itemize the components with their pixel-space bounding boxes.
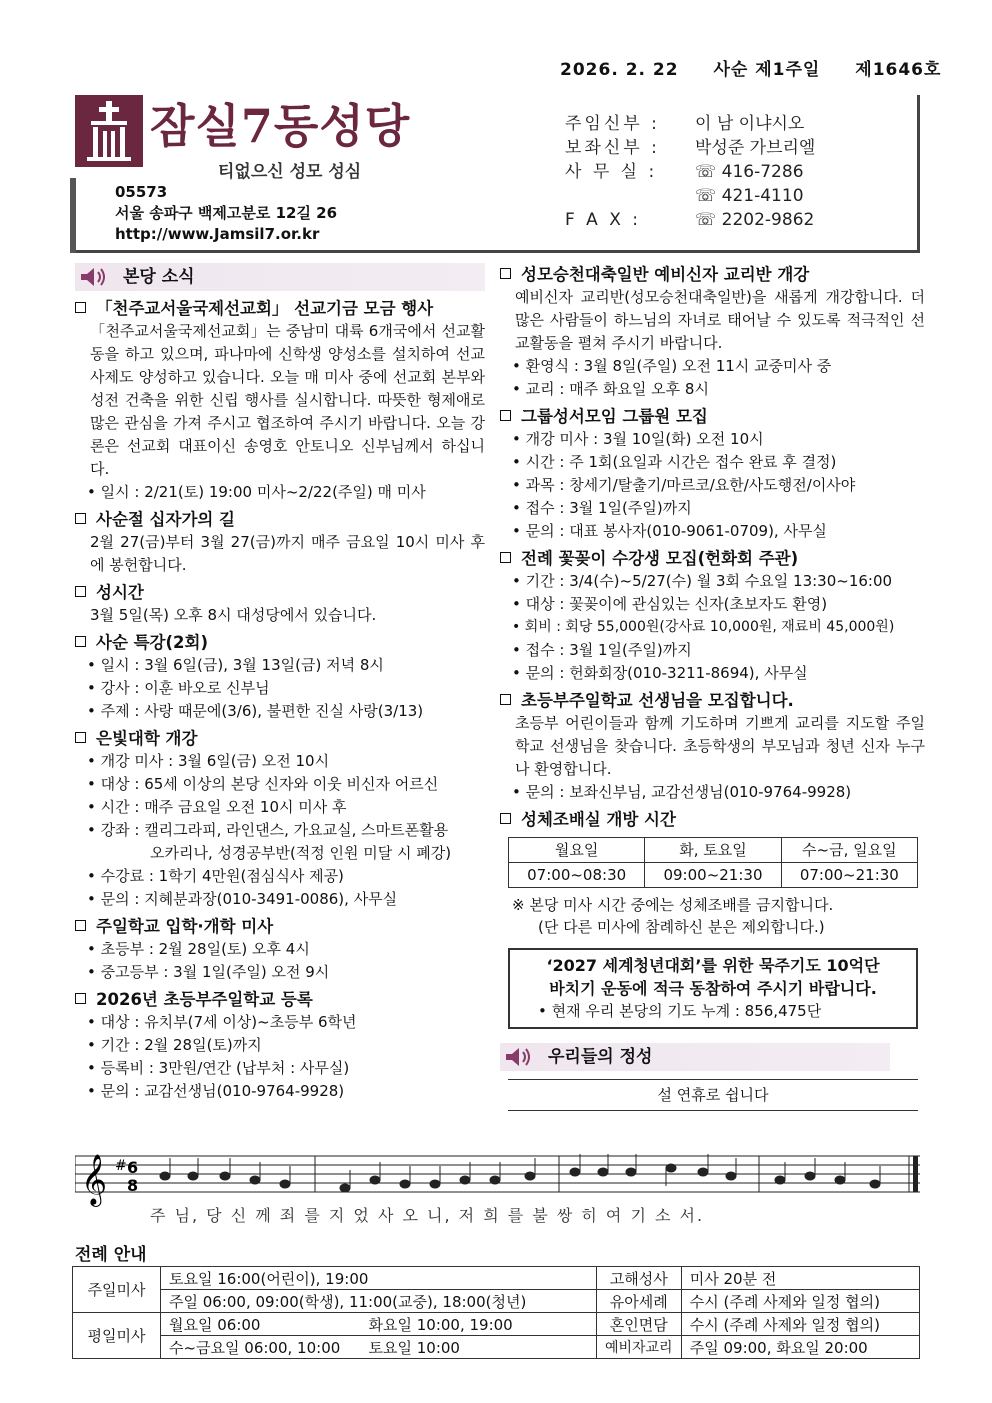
table-cell: 주일 06:00, 09:00(학생), 11:00(교중), 18:00(청년): [161, 1290, 597, 1313]
heading-cross: [75, 508, 485, 531]
heading-text: 은빛대학 개강: [96, 729, 198, 748]
heading-text: 주일학교 입학·개학 미사: [96, 917, 274, 936]
weekday-mass-label: 평일미사: [73, 1313, 161, 1359]
svg-text:#: #: [115, 1158, 127, 1174]
checkbox-icon: [75, 302, 86, 313]
heading-holy-hour: [75, 581, 485, 604]
holy-hour-body: 3월 5일(목) 오후 8시 대성당에서 있습니다.: [90, 606, 377, 624]
checkbox-icon: [75, 586, 86, 597]
time-signature-bottom: 8: [127, 1176, 139, 1195]
table-row: [73, 1313, 920, 1336]
table-cell: 미사 20분 전: [681, 1267, 919, 1290]
campaign-line: 바치기 운동에 적극 동참하여 주시기 바랍니다.: [549, 979, 877, 998]
campaign-count: • 현재 우리 본당의 기도 누계 : 856,475단: [538, 1002, 822, 1020]
catechumen-body: 예비신자 교리반(성모승천대축일반)을 새롭게 개강합니다. 더 많은 사람들이 하느님의 자녀로 태어날 수 있도록 적극적인 선교활동을 펼쳐 주시기 바랍니다.: [515, 288, 925, 352]
checkbox-icon: [75, 993, 86, 1004]
staff-value: 박성준 가브리엘: [695, 138, 816, 158]
list-item: • 기간 : 2월 28일(토)까지: [75, 1034, 485, 1057]
list-item: • 강사 : 이훈 바오로 신부님: [75, 677, 485, 700]
staff-svg: [75, 1148, 920, 1208]
heading-mission: [75, 297, 485, 320]
list-item: • 교리 : 매주 화요일 오후 8시: [500, 378, 925, 401]
teacher-body: 초등부 어린이들과 함께 기도하며 기쁘게 교리를 지도할 주일학교 선생님을 찾습니다. 초등학생의 부모님과 청년 신자 누구나 환영합니다.: [515, 714, 925, 778]
list-item: • 대상 : 유치부(7세 이상)~초등부 6학년: [75, 1011, 485, 1034]
staff-row: [565, 112, 815, 136]
heading-text: 성모승천대축일반 예비신자 교리반 개강: [521, 265, 810, 284]
list-item: • 대상 : 꽃꽂이에 관심있는 신자(초보자도 환영): [500, 593, 925, 616]
speaker-icon: [504, 1046, 534, 1068]
list-item: • 수강료 : 1학기 4만원(점심식사 제공): [75, 865, 485, 888]
table-cell: 토요일 16:00(어린이), 19:00: [161, 1267, 597, 1290]
issue-line: [560, 55, 969, 80]
list-item: • 문의 : 대표 봉사자(010-9061-0709), 사무실: [500, 520, 925, 543]
checkbox-icon: [75, 920, 86, 931]
list-item: • 시간 : 주 1회(요일과 시간은 접수 완료 후 결정): [500, 451, 925, 474]
liturgy-table: [72, 1266, 920, 1359]
sunday-mass-label: 주일미사: [73, 1267, 161, 1313]
list-item: • 대상 : 65세 이상의 본당 신자와 이웃 비신자 어르신: [75, 773, 485, 796]
list-item-continued: 오카리나, 성경공부반(적정 인원 미달 시 폐강): [150, 844, 452, 862]
checkbox-icon: [500, 552, 511, 563]
cross-body: 2월 27(금)부터 3월 27(금)까지 매주 금요일 10시 미사 후에 봉헌합니다.: [90, 533, 485, 574]
hymn-lyrics: 주 님, 당 신 께 죄 를 지 었 사 오 니, 저 희 를 불 쌍 히 여 기 소 서.: [150, 1206, 705, 1225]
table-cell: 07:00~08:30: [509, 863, 645, 888]
checkbox-icon: [500, 268, 511, 279]
zip-code: 05573: [115, 183, 168, 201]
table-cell: 혼인면담: [596, 1313, 681, 1336]
table-cell: 수~금요일 06:00, 10:00: [161, 1336, 361, 1359]
speaker-icon: [79, 266, 109, 288]
section-offering: [500, 1043, 890, 1071]
checkbox-icon: [500, 694, 511, 705]
table-cell: 주일 09:00, 화요일 20:00: [681, 1336, 919, 1359]
table-row: [509, 863, 918, 888]
liturgy-title: 전례 안내: [75, 1245, 147, 1265]
staff-value: ☏ 421-4110: [695, 186, 804, 206]
heading-silver: [75, 727, 485, 750]
table-cell: 유아세례: [596, 1290, 681, 1313]
list-item: • 강좌 : 캘리그라피, 라인댄스, 가요교실, 스마트폰활용: [75, 819, 485, 842]
list-item: • 일시 : 3월 6일(금), 3월 13일(금) 저녁 8시: [75, 654, 485, 677]
checkbox-icon: [500, 813, 511, 824]
table-cell: 월요일 06:00: [161, 1313, 361, 1336]
list-item: • 일시 : 2/21(토) 19:00 미사~2/22(주일) 매 미사: [75, 481, 485, 504]
checkbox-icon: [75, 636, 86, 647]
heading-text: 사순 특강(2회): [96, 633, 209, 652]
list-item: • 회비 : 회당 55,000원(강사료 10,000원, 재료비 45,000원): [500, 616, 925, 639]
table-row: [509, 838, 918, 863]
list-item: • 과목 : 창세기/탈출기/마르코/요한/사도행전/이사야: [500, 474, 925, 497]
heading-text: 그룹성서모임 그룹원 모집: [521, 407, 708, 426]
table-header: 화, 토요일: [645, 838, 781, 863]
staff-row: [565, 208, 815, 232]
staff-key: 보좌신부 :: [565, 138, 660, 158]
church-name: 잠실7동성당: [150, 99, 411, 153]
list-item: • 등록비 : 3만원/연간 (납부처 : 사무실): [75, 1057, 485, 1080]
table-row: [73, 1336, 920, 1359]
street-address: 서울 송파구 백제고분로 12길 26: [115, 204, 338, 222]
list-item: • 주제 : 사랑 때문에(3/6), 불편한 진실 사랑(3/13): [75, 700, 485, 723]
checkbox-icon: [75, 513, 86, 524]
issue-date: 2026. 2. 22: [560, 60, 679, 80]
mission-body: 「천주교서울국제선교회」는 중남미 대륙 6개국에서 선교활동을 하고 있으며, 파나마에 신학생 양성소를 설치하여 선교사제도 양성하고 있습니다. 오늘 매 미사 중에 선교회 본부와 성전 건축을 위한 신립 행사를 실시합니다. 따뜻한 형제애로 많은 관심을 가져 주시고 협조하여 주시기 바랍니다. 오늘 강론은 선교회 대표이신 송영호 안토니오 신부님께서 하십니다.: [90, 322, 485, 478]
offering-text: 설 연휴로 쉽니다: [508, 1079, 918, 1111]
heading-text: 사순절 십자가의 길: [96, 510, 236, 529]
staff-key: 주임신부 :: [565, 114, 660, 134]
checkbox-icon: [500, 410, 511, 421]
staff-key: [565, 184, 695, 208]
table-row: [73, 1267, 920, 1290]
list-item: • 문의 : 지혜분과장(010-3491-0086), 사무실: [75, 888, 485, 911]
staff-row: [565, 160, 815, 184]
right-column: [500, 263, 925, 1111]
church-address: [115, 182, 337, 245]
table-cell: 화요일 10:00, 19:00: [361, 1313, 597, 1336]
table-cell: 07:00~21:30: [781, 863, 917, 888]
staff-key: 사 무 실 :: [565, 162, 658, 182]
list-item: • 기간 : 3/4(수)~5/27(수) 월 3회 수요일 13:30~16:00: [500, 570, 925, 593]
list-item: • 문의 : 교감선생님(010-9764-9928): [75, 1080, 485, 1103]
rosary-campaign-box: [508, 948, 918, 1029]
website-link[interactable]: http://www.Jamsil7.or.kr: [115, 225, 320, 243]
offering-section: [500, 1043, 925, 1111]
heading-text: 「천주교서울국제선교회」 선교기금 모금 행사: [96, 299, 434, 318]
heading-flower: [500, 547, 925, 570]
heading-lecture: [75, 631, 485, 654]
list-item: • 문의 : 보좌신부님, 교감선생님(010-9764-9928): [500, 781, 925, 804]
table-cell: 수시 (주례 사제와 일정 협의): [681, 1313, 919, 1336]
heading-text: 전례 꽃꽂이 수강생 모집(헌화회 주관): [521, 549, 799, 568]
section-title: 본당 소식: [123, 266, 195, 287]
table-cell: 토요일 10:00: [361, 1336, 597, 1359]
table-header: 월요일: [509, 838, 645, 863]
table-header: 수~금, 일요일: [781, 838, 917, 863]
staff-row: [565, 184, 815, 208]
staff-list: [565, 112, 815, 232]
staff-value: ☏ 2202-9862: [695, 210, 815, 230]
heading-catechumen: [500, 263, 925, 286]
adoration-table: [508, 837, 918, 888]
list-item: • 환영식 : 3월 8일(주일) 오전 11시 교중미사 중: [500, 355, 925, 378]
heading-text: 성시간: [96, 583, 144, 602]
left-column: [75, 263, 485, 1103]
heading-text: 2026년 초등부주일학교 등록: [96, 990, 313, 1009]
table-row: [73, 1290, 920, 1313]
table-cell: 수시 (주례 사제와 일정 협의): [681, 1290, 919, 1313]
heading-adoration: [500, 808, 925, 831]
adoration-note: ※ 본당 미사 시간 중에는 성체조배를 금지합니다.: [512, 896, 834, 914]
staff-key: F A X :: [565, 210, 641, 230]
adoration-note: (단 다른 미사에 참례하신 분은 제외합니다.): [538, 918, 825, 936]
issue-number: 제1646호: [855, 60, 942, 80]
staff-value: ☏ 416-7286: [695, 162, 804, 182]
section-title: 우리들의 정성: [548, 1046, 653, 1067]
issue-season: 사순 제1주일: [713, 60, 821, 80]
list-item: • 개강 미사 : 3월 6일(금) 오전 10시: [75, 750, 485, 773]
heading-teacher: [500, 689, 925, 712]
list-item: • 접수 : 3월 1일(주일)까지: [500, 497, 925, 520]
table-cell: 09:00~21:30: [645, 863, 781, 888]
campaign-line: ‘2027 세계청년대회’를 위한 묵주기도 10억단: [546, 956, 880, 975]
treble-clef-icon: 𝄞: [81, 1154, 108, 1205]
heading-registration: [75, 988, 485, 1011]
heading-text: 초등부주일학교 선생님을 모집합니다.: [521, 691, 794, 710]
heading-text: 성체조배실 개방 시간: [521, 810, 676, 829]
table-cell: 고해성사: [596, 1267, 681, 1290]
table-cell: 예비자교리: [596, 1336, 681, 1359]
list-item: • 접수 : 3월 1일(주일)까지: [500, 639, 925, 662]
list-item: • 시간 : 매주 금요일 오전 10시 미사 후: [75, 796, 485, 819]
church-logo: [75, 95, 143, 167]
time-signature-top: 6: [127, 1158, 139, 1177]
church-patron: 티없으신 성모 성심: [218, 162, 362, 182]
staff-row: [565, 136, 815, 160]
staff-value: 이 남 이냐시오: [695, 114, 805, 134]
heading-bible: [500, 405, 925, 428]
checkbox-icon: [75, 732, 86, 743]
list-item: • 초등부 : 2월 28일(토) 오후 4시: [75, 938, 485, 961]
section-parish-news: [75, 263, 485, 291]
list-item: • 개강 미사 : 3월 10일(화) 오전 10시: [500, 428, 925, 451]
header-accent-bar: [70, 178, 76, 253]
list-item: • 중고등부 : 3월 1일(주일) 오전 9시: [75, 961, 485, 984]
list-item: • 문의 : 헌화회장(010-3211-8694), 사무실: [500, 662, 925, 685]
heading-sunday-school: [75, 915, 485, 938]
